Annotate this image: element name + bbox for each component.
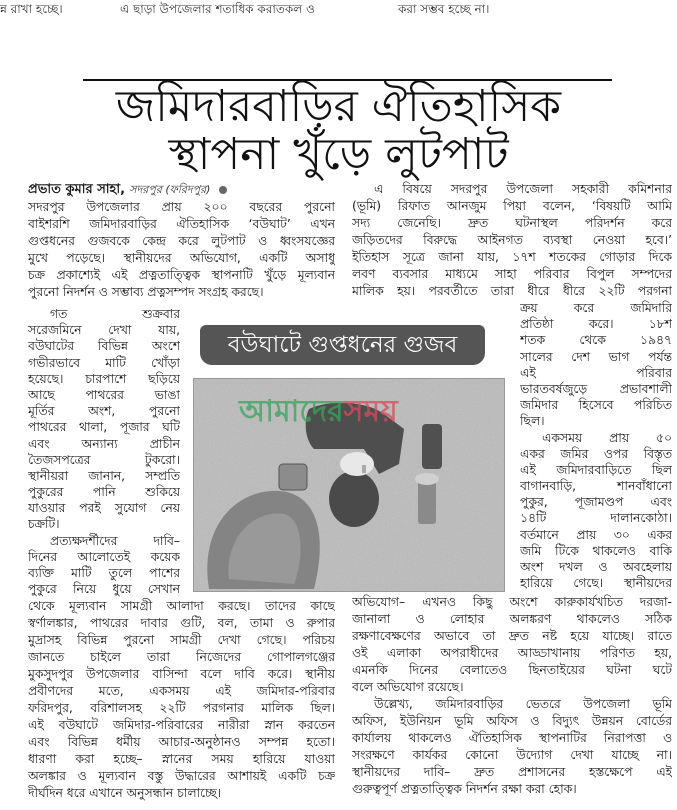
article-text-line: এবং বিভিন্ন ধর্মীয় আচার-অনুষ্ঠানও সম্পন্ন হতো। (28, 735, 335, 749)
previous-article-fragment-middle: এ ছাড়া উপজেলার শতাধিক করাতকল ও (120, 2, 315, 16)
article-block-right-narrow (520, 300, 672, 591)
byline-author: প্রভাত কুমার সাহা, (28, 182, 126, 197)
article-text-line: ইতিহাস সূত্রে জানা যায়, ১৭শ শতকের গোড়ার দিকে (352, 250, 672, 264)
article-text-line: শতক থেকে ১৯৪৭ (520, 333, 672, 348)
article-text-line: অভিযোগ– এখনও কিছু অংশে কারুকার্যখচিত দরজা- (352, 595, 672, 609)
article-text-line: উল্লেখ্য, জমিদারবাড়ির ভেতরে উপজেলা ভূমি (374, 697, 672, 711)
article-block-right-top (352, 181, 672, 300)
article-block-left-narrow (28, 306, 180, 597)
article-text-line: বর্তমানে প্রায় ৩০ একর (520, 527, 672, 542)
article-text-line: যাওয়ার পরই সুযোগ নেয় (28, 501, 180, 516)
article-text-line: সালের দেশ ভাগ পর্যন্ত (520, 349, 672, 364)
article-text-line: একসময় প্রায় ৫০ (542, 430, 672, 445)
article-text-line: সরেজমিনে দেখা যায়, (28, 323, 180, 338)
article-text-line: প্রত্যক্ষদর্শীদের দাবি– (50, 533, 180, 548)
article-text-line: এই বউঘাটে জমিদার-পরিবারের নারীরা স্নান করতেন (28, 718, 335, 732)
article-text-line: দিনের আলোতেই কয়েক (28, 549, 180, 564)
article-text-line: দীর্ঘদিন ধরে এখানে অনুসন্ধান চালাচ্ছে। (28, 786, 222, 800)
article-text-line: বউঘাটের বিভিন্ন অংশে (28, 339, 180, 354)
article-text-line: লবণ ব্যবসার মাধ্যমে সাহা পরিবার বিপুল সম্পদের (352, 267, 672, 281)
article-text-line: জড়িতদের বিরুদ্ধে আইনগত ব্যবস্থা নেওয়া হবে।’ (352, 233, 672, 247)
article-text-line: স্থানীয়রা জানান, সম্প্রতি (28, 468, 180, 483)
article-block-left-bottom (28, 598, 335, 802)
article-text-line: কার্যালয় থাকলেও ঐতিহাসিক স্থাপনাটির নিরাপত্তা ও (352, 731, 672, 745)
article-text-line: অংশ দখল ও অবহেলায় (520, 560, 672, 574)
article-text-line: মালিক হয়। পরবর্তীতে তারা ধীরে ধীরে ২২টি পরগনা (352, 284, 672, 298)
article-text-line: সদরপুর উপজেলার প্রায় ২০০ বছরের পুরনো (28, 200, 335, 214)
previous-article-fragment-left: ন্ন রাখা হচ্ছে। (0, 2, 63, 16)
article-text-line: ১৪টি দালানকোঠা। (520, 511, 672, 526)
article-photo (193, 378, 505, 592)
article-text-line: গভীরভাবে মাটি খোঁড়া (28, 355, 180, 370)
article-text-line: গত শুক্রবার (50, 307, 180, 321)
article-text-line: গুরুত্বপূর্ণ প্রত্নতাত্ত্বিক নিদর্শন রক্ষা করা হোক। (352, 782, 577, 796)
article-text-line: প্রতিষ্ঠা করে। ১৮শ (520, 317, 672, 332)
article-text-line: জমিদার হিসেবে পরিচিত (520, 398, 672, 413)
article-block-right-bottom (352, 594, 672, 798)
article-text-line: হারিয়ে গেছে। স্থানীয়দের (520, 576, 672, 591)
article-text-line: প্রবীণদের মতে, একসময় এই জমিদার-পরিবার (28, 684, 335, 698)
article-text-line: তৈজসপত্রের টুকরো। (28, 452, 180, 467)
article-text-line: ক্রয় করে জমিদারি (520, 301, 672, 315)
article-text-line: অফিস, ইউনিয়ন ভূমি অফিস ও বিদ্যুৎ উন্নয়ন বোর্ডের (352, 714, 672, 728)
article-text-line: মূর্তির অংশ, পুরনো (28, 404, 180, 419)
article-text-line: বলে অভিযোগ রয়েছে। (352, 680, 464, 694)
article-text-line: চক্র প্রকাশ্যেই এই প্রত্নতাত্ত্বিক স্থাপনাটি খুঁড়ে মূল্যবান (28, 268, 335, 282)
headline-line-2: স্থাপনা খুঁড়ে লুটপাট (168, 129, 509, 180)
article-text-line: পুকুরে নিয়ে ধুয়ে সেখান (28, 582, 180, 597)
article-text-line: আছে পাথরের ভাঙা (28, 387, 180, 402)
article-text-line: সদ্য জেনেছি। দ্রুত ঘটনাস্থল পরিদর্শন করে (352, 216, 672, 230)
article-text-line: ভারতবর্ষজুড়ে প্রভাবশালী (520, 381, 672, 396)
article-text-line: সংরক্ষণে কার্যকর কোনো উদ্যোগ দেখা যাচ্ছে না। (352, 748, 672, 762)
article-text-line: গুপ্তধনের গুজবকে কেন্দ্র করে লুটপাট ও ধ্বংসযজ্ঞের (28, 234, 335, 248)
article-text-line: স্থানীয়দের দাবি– দ্রুত প্রশাসনের হস্তক্ষেপে এই (352, 765, 672, 779)
bullet-icon (219, 186, 227, 194)
article-text-line: মুখে পড়েছে। স্থানীয়দের অভিযোগ, একটি অসাধু (28, 251, 335, 265)
article-text-line: জানালা ও লোহার অলঙ্করণ থাকলেও সঠিক (352, 612, 672, 626)
article-text-line: স্বর্ণালঙ্কার, পাথরের দাবার গুটি, বল, তামা ও রুপার (28, 616, 335, 630)
article-text-line: পুকুরের পানি শুকিয়ে (28, 485, 180, 500)
watermark-logo: আমাদেরসময় (239, 394, 398, 429)
article-text-line: পাথরের থালা, পূজার ঘটি (28, 420, 180, 435)
article-text-line: এই জমিদারবাড়িতে ছিল (520, 462, 672, 477)
article-text-line: পুকুর, পূজামণ্ডপ এবং (520, 495, 672, 510)
article-text-line: (ভূমি) রিফাত আনজুম পিয়া বলেন, ‘বিষয়টি আমি (352, 199, 672, 213)
article-text-line: মুকসুদপুর উপজেলার বাসিন্দা বলে দাবি করে। স্থানীয় (28, 667, 335, 681)
byline-dateline: সদরপুর (ফরিদপুর) (129, 183, 211, 196)
article-text-line: জমি টিকে থাকলেও বাকি (520, 543, 672, 558)
article-text-line: বাইশরশি জমিদারবাড়ির ঐতিহাসিক ‘বউঘাট’ এখন (28, 217, 335, 231)
article-text-line: ধারণা করা হচ্ছে– স্নানের সময় হারিয়ে যাওয়া (28, 752, 335, 766)
article-text-line: চক্রটি। (28, 517, 60, 532)
article-text-line: পুরনো নিদর্শন ও সম্ভাব্য প্রত্নসম্পদ সংগ্রহ করছে। (28, 285, 264, 299)
subheading-banner: বউঘাটে গুপ্তধনের গুজব (200, 325, 485, 365)
article-text-line: জানতে চাইলে তারা নিজেদের গোপালগঞ্জের (28, 650, 335, 664)
article-text-line: ফরিদপুর, বরিশালসহ ২২টি পরগনার মালিক ছিল। (28, 701, 335, 715)
article-text-line: ব্যক্তি মাটি তুলে পাশের (28, 566, 180, 580)
article-text-line: এই পরিবার (520, 365, 672, 380)
article-text-line: ছিল। (520, 414, 545, 429)
article-text-line: মুদ্রাসহ বিভিন্ন পুরনো সামগ্রী দেখা গেছে। পরিচয় (28, 633, 335, 647)
article-text-line: এবং অন্যান্য প্রাচীন (28, 436, 180, 451)
byline (28, 181, 338, 199)
article-text-line: ওই এলাকা অপরাধীদের আড্ডাখানায় পরিণত হয়, (352, 646, 672, 660)
article-block-left-top (28, 199, 335, 301)
headline-line-1: জমিদারবাড়ির ঐতিহাসিক (115, 81, 562, 132)
article-text-line: এ বিষয়ে সদরপুর উপজেলা সহকারী কমিশনার (374, 182, 672, 196)
article-text-line: একর জমির ওপর বিস্তৃত (520, 446, 672, 461)
article-text-line: হয়েছে। চারপাশে ছড়িয়ে (28, 371, 180, 386)
article-text-line: বাগানবাড়ি, শানবাঁধানো (520, 479, 672, 494)
article-text-line: এমনকি দিনের বেলাতেও ছিনতাইয়ের ঘটনা ঘটে (352, 663, 672, 677)
article-text-line: রক্ষণাবেক্ষণের অভাবে তা দ্রুত নষ্ট হয়ে যাচ্ছে। রাতে (352, 629, 672, 643)
article-text-line: থেকে মূল্যবান সামগ্রী আলাদা করছে। তাদের কাছে (28, 599, 335, 613)
previous-article-fragment-right: করা সম্ভব হচ্ছে না। (398, 2, 490, 16)
article-text-line: অলঙ্কার ও মূল্যবান বস্তু উদ্ধারের আশায়ই একটি চক্র (28, 769, 335, 783)
